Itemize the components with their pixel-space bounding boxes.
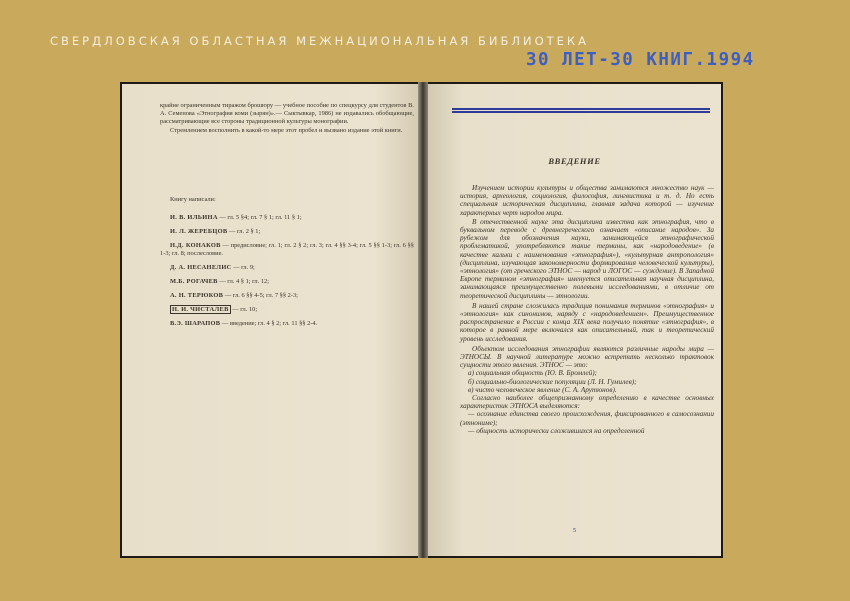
author-entry: А. Н. ТЕРЮКОВ — гл. 6 §§ 4-5; гл. 7 §§ 2-3; (170, 292, 298, 299)
authors-title: Книгу написали: (170, 196, 216, 203)
author-entry-highlighted: Н. И. ЧИСТАЛЕВ — гл. 10; (172, 306, 258, 313)
author-entry: И. Л. ЖЕРЕБЦОВ — гл. 2 § 1; (170, 228, 261, 235)
ethnos-characteristic-item: — общность исторически сложившихся на определенной (468, 426, 645, 435)
ethnos-characteristic-item: — осознание единства своего происхождения, фиксированного в самосознании (этнониме); (460, 410, 714, 427)
left-page (122, 84, 418, 556)
decorative-rules (452, 108, 710, 114)
chapter-heading: ВВЕДЕНИЕ (548, 156, 601, 166)
author-entry: И. В. ИЛЬИНА — гл. 5 §4; гл. 7 § 1; гл. 11 § 1; (170, 214, 302, 221)
author-entry: М.Б. РОГАЧЕВ — гл. 4 § 1; гл. 12; (170, 278, 269, 285)
ethnos-definition-item: а) социальная общность (Ю. В. Бромлей); (468, 369, 598, 378)
left-paragraph-2: Стремлением восполнить в какой-то мере этот пробел и вызвано издание этой книги. (170, 126, 403, 134)
author-entry: Н.Д. КОНАКОВ — предисловие; гл. 1; гл. 2 § 2; гл. 3; гл. 4 §§ 3-4; гл. 5 §§ 1-3; гл. 6 §§ 1-3; гл. 8; послесловие. (160, 242, 414, 257)
book-spine (418, 82, 428, 558)
author-entry: В.Э. ШАРАПОВ — введение; гл. 4 § 2; гл. 11 §§ 2-4. (170, 320, 318, 327)
left-paragraph-1: крайне ограниченным тиражом брошюру — учебное пособие по спецкурсу для студентов В. А. Семенова «Этнография коми (зырян)».— Сыктывкар, 1986) не издавались обобщающие, рассматривающие все стороны традиционной культуры монографии. (160, 102, 414, 126)
left-intro-text (160, 102, 414, 135)
ethnos-definition-item: в) чисто человеческое явление (С. А. Арутюнов). (468, 385, 617, 394)
intro-paragraph: Согласно наиболее общепризнанному определению в качестве основных характеристик ЭТНОСА выделяются: (460, 394, 714, 411)
book-spread (120, 82, 723, 558)
library-name: СВЕРДЛОВСКАЯ ОБЛАСТНАЯ МЕЖНАЦИОНАЛЬНАЯ БИБЛИОТЕКА (50, 34, 589, 48)
intro-text (460, 184, 714, 435)
series-title: 30 ЛЕТ-30 КНИГ.1994 (526, 50, 755, 70)
intro-paragraph: В отечественной науке эта дисциплина известна как этнография, что в буквальном переводе с древнегреческого означает «описание народов». За рубежом для обозначения науки, занимающейся этнографической проблематикой, употребляются такие термины, как «народоведение» (в качестве кальки с наименования «этнография»), «культурная антропология» (дисциплина, изучающая закономерности формирования человеческой культуры), «этнология» (от греческого ЭТНОС — народ и ЛОГОС — суждение). В Западной Европе термином «этнография» именуется описательная научная дисциплина, занимающаяся преимущественно полевыми исследованиями, в отличие от теоретической дисциплины — этнологии. (460, 217, 714, 300)
intro-paragraph: Объектом исследования этнографии являются различные народы мира — ЭТНОСЫ. В научной литературе можно встретить несколько трактовок сущности этого явления. ЭТНОС — это: (460, 344, 714, 370)
right-page (428, 84, 721, 556)
intro-paragraph: В нашей стране сложилась традиция понимания терминов «этнография» и «этнология» как синонимов, наряду с «народоведением». Преимущественное распространение в России с конца XIX века получило понятие «этнография», в которое в равной мере включался как описательный, так и теоретический уровень исследования. (460, 301, 714, 343)
authors-title-block (160, 196, 414, 204)
ethnos-definition-item: б) социально-биологические популяции (Л. Н. Гумилев); (468, 377, 637, 386)
author-entry: Д. А. НЕСАНЕЛИС — гл. 9; (170, 264, 255, 271)
author-list (160, 214, 414, 328)
page-number: 5 (572, 527, 577, 534)
intro-paragraph: Изучением истории культуры и общества занимаются множество наук — история, археология, социология, философия, лингвистика и т. д. Но есть специальная историческая дисциплина, главная задача которой — изучение характерных черт народов мира. (460, 184, 714, 217)
